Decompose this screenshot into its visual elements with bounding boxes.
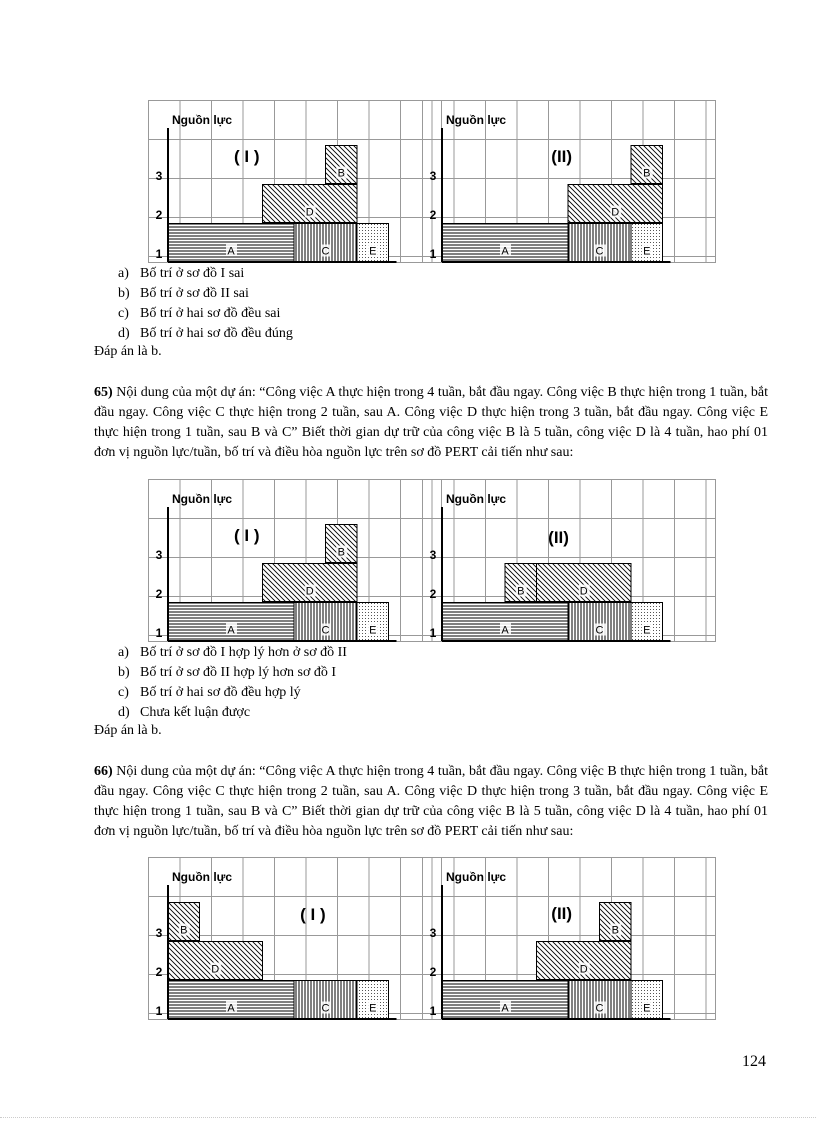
question-66 bbox=[94, 762, 768, 842]
resource-axis-label: Nguồn lực bbox=[172, 870, 233, 884]
option-a: a) Bố trí ở sơ đồ I sai bbox=[118, 266, 245, 281]
level-tick: 2 bbox=[429, 965, 437, 979]
task-label: D bbox=[305, 585, 314, 598]
level-tick: 2 bbox=[429, 208, 437, 222]
task-label: B bbox=[643, 167, 651, 180]
task-label: C bbox=[595, 1002, 604, 1015]
diagram-title: (II) bbox=[551, 147, 573, 166]
level-tick: 2 bbox=[429, 587, 437, 601]
option-d: d) Bố trí ở hai sơ đồ đều đúng bbox=[118, 326, 293, 341]
task-label: C bbox=[321, 624, 330, 637]
option-a: a) Bố trí ở sơ đồ I hợp lý hơn ở sơ đồ II bbox=[118, 645, 347, 660]
level-tick: 1 bbox=[429, 626, 437, 640]
diagram-title: ( I ) bbox=[300, 905, 326, 924]
task-label: B bbox=[337, 546, 345, 559]
resource-diagram-3 bbox=[148, 857, 716, 1020]
diagram-title: ( I ) bbox=[234, 526, 260, 545]
level-tick: 1 bbox=[155, 626, 163, 640]
task-label: A bbox=[501, 1002, 509, 1015]
level-tick: 3 bbox=[429, 169, 437, 183]
option-b: b) Bố trí ở sơ đồ II hợp lý hơn sơ đồ I bbox=[118, 665, 337, 680]
diagram-panel-right bbox=[422, 101, 716, 264]
answer-1: Đáp án là b. bbox=[94, 344, 162, 359]
diagram-panel-right bbox=[422, 480, 716, 643]
task-label: E bbox=[643, 624, 651, 637]
question-65 bbox=[94, 383, 768, 463]
task-label: D bbox=[579, 585, 588, 598]
diagram-title: (II) bbox=[548, 528, 569, 547]
diagram-panel-left bbox=[148, 480, 442, 643]
task-label: A bbox=[501, 245, 509, 258]
level-tick: 3 bbox=[155, 548, 163, 562]
resource-axis-label: Nguồn lực bbox=[446, 113, 507, 127]
options-block-1 bbox=[118, 264, 293, 344]
resource-axis-label: Nguồn lực bbox=[446, 492, 507, 506]
level-tick: 1 bbox=[155, 247, 163, 261]
option-c: c) Bố trí ở hai sơ đồ đều sai bbox=[118, 306, 281, 321]
task-label: C bbox=[595, 245, 604, 258]
task-label: D bbox=[211, 963, 220, 976]
option-b: b) Bố trí ở sơ đồ II sai bbox=[118, 286, 249, 301]
diagram-panel-left bbox=[148, 858, 442, 1021]
diagram-title: (II) bbox=[551, 904, 573, 923]
level-tick: 2 bbox=[155, 965, 163, 979]
resource-axis-label: Nguồn lực bbox=[446, 870, 507, 884]
task-label: E bbox=[643, 1002, 651, 1015]
task-label: B bbox=[180, 924, 188, 937]
task-label: C bbox=[321, 1002, 330, 1015]
options-block-65 bbox=[118, 643, 347, 723]
task-label: C bbox=[321, 245, 330, 258]
task-label: B bbox=[611, 924, 619, 937]
level-tick: 3 bbox=[155, 926, 163, 940]
task-label: A bbox=[227, 624, 235, 637]
level-tick: 2 bbox=[155, 587, 163, 601]
task-label: E bbox=[369, 1002, 377, 1015]
question-number: 65) bbox=[94, 385, 113, 400]
task-label: D bbox=[611, 206, 620, 219]
resource-diagram-2 bbox=[148, 479, 716, 642]
task-label: E bbox=[369, 245, 377, 258]
page-divider bbox=[0, 1117, 816, 1118]
level-tick: 3 bbox=[429, 548, 437, 562]
level-tick: 1 bbox=[429, 1004, 437, 1018]
question-text: Nội dung của một dự án: “Công việc A thực hiện trong 4 tuần, bắt đầu ngay. Công việc B thực hiện trong 1 tuần, bắt đầu ngay. Công việc C thực hiện trong 2 tuần, sau A. Công việc D thực hiện trong 3 tuần, bắt đầu ngay. Công việc E thực hiện trong 1 tuần, sau B và C” Biết thời gian dự trữ của công việc B là 5 tuần, công việc D là 4 tuần, hao phí 01 đơn vị nguồn lực/tuần, bố trí và điều hòa nguồn lực trên sơ đồ PERT cải tiến như sau: bbox=[94, 385, 768, 460]
level-tick: 1 bbox=[429, 247, 437, 261]
option-c: c) Bố trí ở hai sơ đồ đều hợp lý bbox=[118, 685, 301, 700]
diagram-panel-left bbox=[148, 101, 442, 264]
task-label: D bbox=[579, 963, 588, 976]
task-label: A bbox=[227, 1002, 235, 1015]
task-label: A bbox=[501, 624, 509, 637]
task-label: A bbox=[227, 245, 235, 258]
resource-axis-label: Nguồn lực bbox=[172, 113, 233, 127]
task-label: C bbox=[595, 624, 604, 637]
diagram-panel-right bbox=[422, 858, 716, 1021]
resource-diagram-1 bbox=[148, 100, 716, 263]
resource-axis-label: Nguồn lực bbox=[172, 492, 233, 506]
level-tick: 3 bbox=[429, 926, 437, 940]
task-label: E bbox=[643, 245, 651, 258]
question-number: 66) bbox=[94, 764, 113, 779]
task-label: B bbox=[517, 585, 525, 598]
level-tick: 1 bbox=[155, 1004, 163, 1018]
page-number: 124 bbox=[742, 1053, 766, 1070]
level-tick: 2 bbox=[155, 208, 163, 222]
task-label: E bbox=[369, 624, 377, 637]
diagram-title: ( I ) bbox=[234, 147, 260, 166]
question-text: Nội dung của một dự án: “Công việc A thực hiện trong 4 tuần, bắt đầu ngay. Công việc B thực hiện trong 1 tuần, bắt đầu ngay. Công việc C thực hiện trong 2 tuần, sau A. Công việc D thực hiện trong 3 tuần, bắt đầu ngay. Công việc E thực hiện trong 1 tuần, sau B và C” Biết thời gian dự trữ của công việc B là 5 tuần, công việc D là 4 tuần, hao phí 01 đơn vị nguồn lực/tuần, bố trí và điều hòa nguồn lực trên sơ đồ PERT cải tiến như sau: bbox=[94, 764, 768, 839]
task-label: B bbox=[337, 167, 345, 180]
task-label: D bbox=[305, 206, 314, 219]
level-tick: 3 bbox=[155, 169, 163, 183]
option-d: d) Chưa kết luận được bbox=[118, 705, 251, 720]
answer-65: Đáp án là b. bbox=[94, 723, 162, 738]
